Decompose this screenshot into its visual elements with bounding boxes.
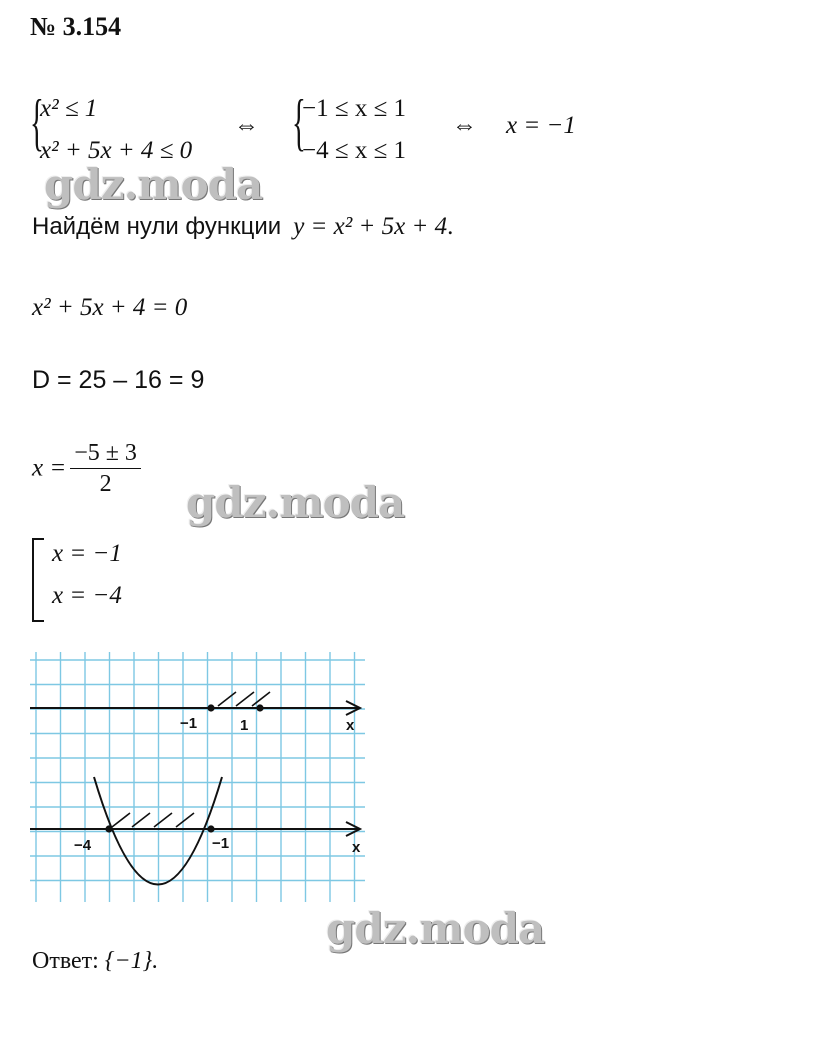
number-line-graph — [30, 652, 375, 904]
label-x-axis2: x — [352, 839, 361, 856]
roots-bracket — [32, 538, 44, 622]
middle-brace: { — [292, 86, 306, 157]
zeros-text: Найдём нули функции — [32, 213, 282, 240]
roots-lhs: x = — [32, 454, 67, 482]
discriminant: D = 25 – 16 = 9 — [32, 366, 205, 394]
system-row-3: −1 ≤ x ≤ 1 — [302, 95, 407, 122]
watermark-2: gdz.moda — [186, 478, 405, 527]
system-row-2: x² + 5x + 4 ≤ 0 — [40, 137, 193, 164]
roots-formula — [32, 438, 141, 499]
hatching-1 — [218, 692, 270, 706]
watermark-1: gdz.moda — [44, 160, 263, 209]
watermark-3: gdz.moda — [326, 904, 545, 953]
roots-fraction — [70, 438, 141, 499]
label-x-axis1: x — [346, 717, 355, 734]
label-minus-four-axis2: −4 — [74, 837, 92, 854]
middle-system — [292, 88, 406, 172]
grid-paper — [30, 652, 365, 902]
zeros-line: Найдём нули функции y = x² + 5x + 4. — [32, 213, 454, 240]
hatching-2 — [112, 813, 194, 827]
label-minus-one-axis2: −1 — [212, 835, 230, 852]
answer-label: Ответ: — [32, 948, 99, 974]
function-expression: y = x² + 5x + 4 — [293, 213, 448, 240]
root-2: x = −4 — [52, 582, 122, 609]
fraction-numerator: −5 ± 3 — [70, 438, 141, 469]
answer-line — [32, 948, 158, 975]
problem-number: № 3.154 — [30, 12, 122, 41]
point-one-axis1 — [256, 704, 263, 711]
label-one-axis1: 1 — [240, 717, 249, 734]
point-minus-four-axis2 — [105, 825, 112, 832]
quadratic-equation: x² + 5x + 4 = 0 — [32, 294, 188, 321]
label-minus-one-axis1: −1 — [180, 715, 198, 732]
system-result: x = −1 — [506, 112, 576, 139]
answer-value: {−1}. — [104, 948, 159, 974]
fraction-denominator: 2 — [99, 471, 112, 497]
equiv-sign-2: ⇔ — [452, 112, 477, 139]
system-row-1: x² ≤ 1 — [40, 95, 98, 122]
point-minus-one-axis2 — [207, 825, 214, 832]
left-brace: { — [30, 86, 44, 157]
system-row-4: −4 ≤ x ≤ 1 — [302, 137, 407, 164]
root-1: x = −1 — [52, 540, 122, 567]
point-minus-one-axis1 — [207, 704, 214, 711]
equiv-sign-1: ⇔ — [234, 112, 259, 139]
